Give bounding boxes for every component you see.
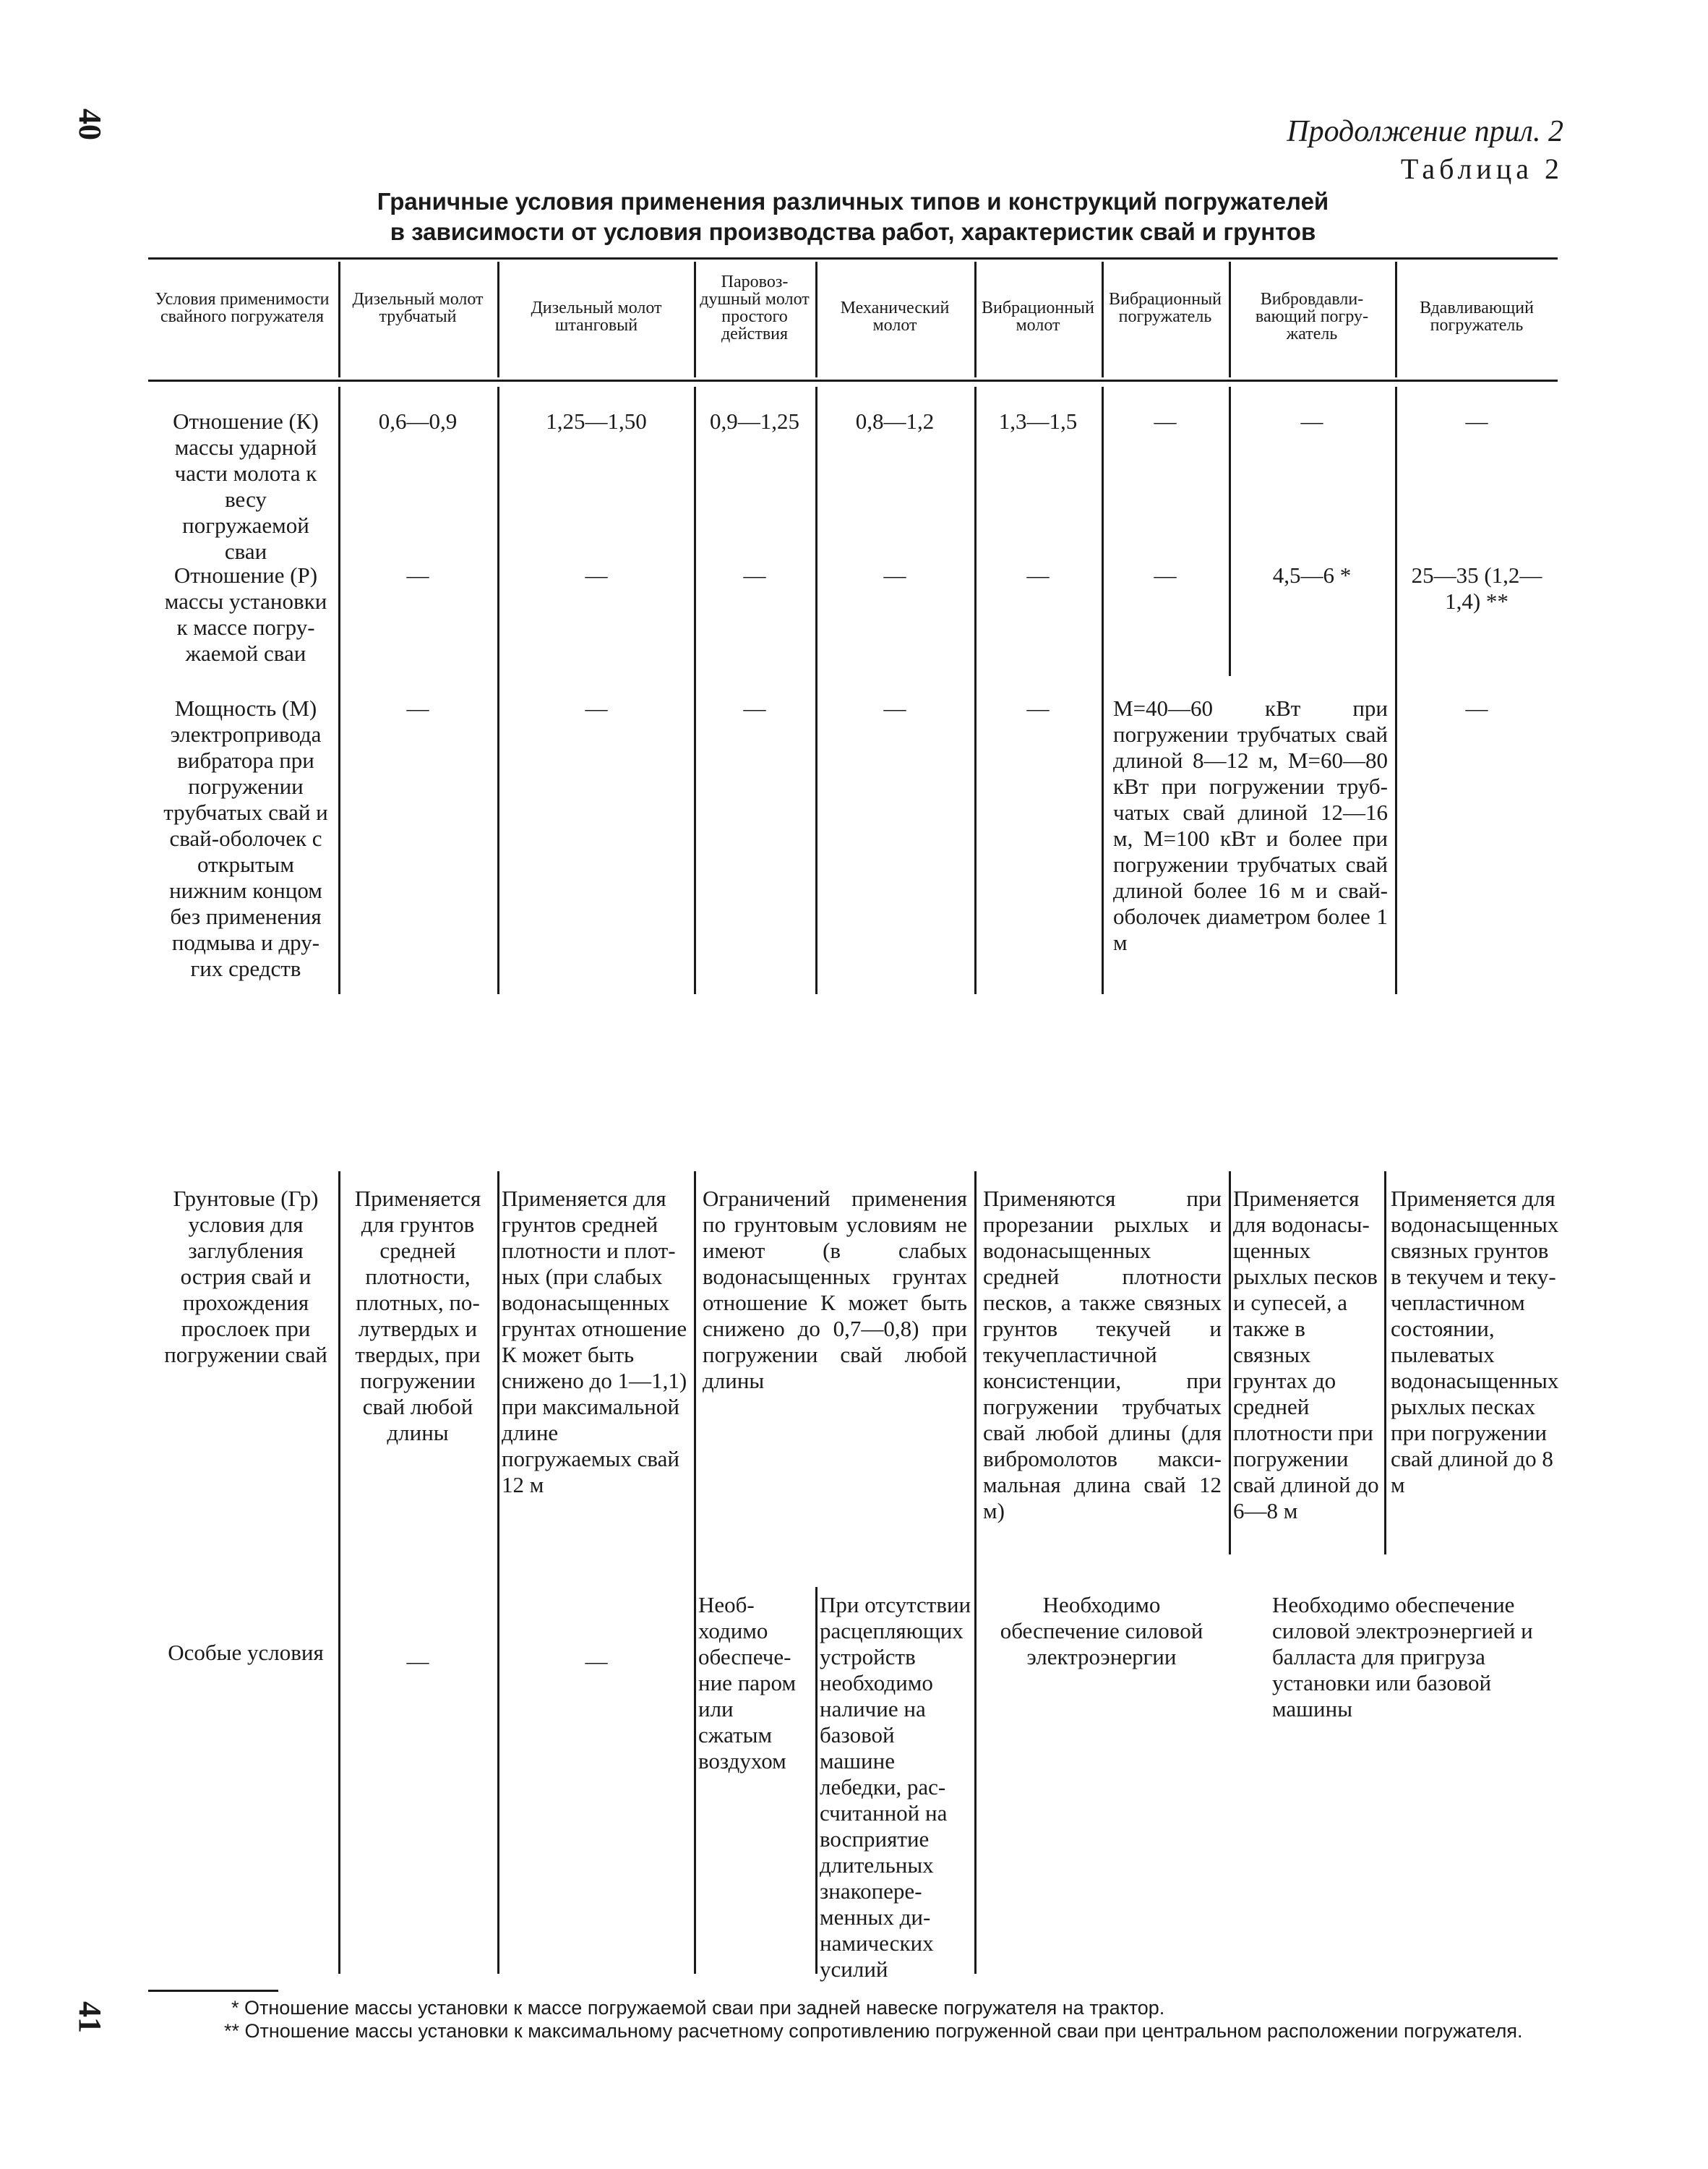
table-title-line-1: Граничные условия применения различных типов и конструкций погружателей <box>377 188 1329 215</box>
row-m-value: — <box>406 696 429 721</box>
row-gr-label: Грунтовые (Гр) условия для заглубления острия свай и прохождения прослоек при погружении свай <box>164 1186 327 1367</box>
continuation-label: Продолжение прил. 2 <box>1287 115 1563 148</box>
column-divider <box>1384 1171 1386 1554</box>
row-special-label: Особые условия <box>168 1640 324 1665</box>
row-k-value: 0,9—1,25 <box>710 408 799 434</box>
header-diesel-rod: Дизельный молот штанговый <box>531 299 662 335</box>
table-label: Таблица 2 <box>1400 153 1563 185</box>
column-divider <box>1229 1171 1231 1554</box>
header-press: Вдавливающий погружатель <box>1420 299 1534 335</box>
row-m-label: Мощность (М) электропривода вибратора при погружении трубчатых свай и свай-оболочек с открытым нижним концом без применения подмыва и других средств <box>163 696 328 981</box>
row-special-mechanical: При отсутствии расцепляющих устройств необходимо наличие на базовой машине лебедки, рассчитанной на восприятие длительных знакопеременных динамических усилий <box>820 1592 971 1982</box>
row-k-value: — <box>1465 408 1488 434</box>
column-divider <box>694 1171 696 1974</box>
row-special-diesel-tubular: — <box>406 1648 429 1674</box>
column-divider <box>1395 387 1397 994</box>
page-number-bottom: 41 <box>72 2001 108 2033</box>
row-k-value: — <box>1154 408 1177 434</box>
row-gr-diesel-tubular: Применяется для грунтов средней плотности, плотных, полутвердых и твердых, при погружении свай любой длины <box>354 1186 481 1445</box>
header-divider <box>1395 262 1397 377</box>
column-divider <box>815 1587 817 1974</box>
header-divider <box>1102 262 1104 377</box>
row-p-value: 4,5—6 * <box>1272 562 1352 588</box>
row-k-value: 0,8—1,2 <box>855 408 935 434</box>
row-k-label: Отношение (К) массы ударной части молота к весу погружаемой сваи <box>173 408 319 564</box>
header-vibro-hammer: Вибрационный молот <box>981 299 1095 335</box>
header-divider <box>338 262 340 377</box>
row-special-steam: Необходимо обеспечение паром или сжатым воздухом <box>698 1592 797 1774</box>
row-m-value: — <box>1026 696 1050 721</box>
row-p-value: — <box>1154 562 1177 588</box>
header-divider <box>974 262 977 377</box>
row-k-value: — <box>1300 408 1323 434</box>
footnote-2: ** Отношение массы установки к максимальному расчетному сопротивлению погруженной сваи при центральном расположении погружателя. <box>224 2020 1523 2042</box>
header-vibro-press: Вибровдавливающий погружатель <box>1255 290 1369 343</box>
row-special-vibro-group: Необходимо обеспечение силовой электроэнергией и балласта для пригруза установки или базовой машины <box>1272 1592 1533 1721</box>
column-divider <box>974 387 977 994</box>
header-conditions: Условия применимости свайного погружателя <box>155 290 330 326</box>
row-m-value: — <box>585 696 608 721</box>
header-mechanical: Механический молот <box>840 299 950 335</box>
column-divider <box>694 387 696 994</box>
row-special-vibro: Необходимо обеспечение силовой электроэнергии <box>1000 1592 1203 1669</box>
header-divider <box>497 262 499 377</box>
row-p-label: Отношение (Р) массы установки к массе погружаемой сваи <box>164 562 327 666</box>
row-gr-steam-mechanical: Ограничений применения по грунтовым условиям не имеют (в слабых водонасыщенных грунтах отношение К может быть снижено до 0,7—0,8) при погружении свай любой длины <box>703 1186 967 1393</box>
table-title-line-2: в зависимости от условия производства работ, характеристик свай и грунтов <box>390 218 1316 245</box>
row-m-value: — <box>743 696 766 721</box>
header-steam-air: Паровоздушный молот простого действия <box>700 273 810 343</box>
row-p-value: — <box>743 562 766 588</box>
table-top-rule <box>148 257 1558 260</box>
row-m-value: — <box>1465 696 1488 721</box>
header-divider <box>1229 262 1231 377</box>
row-k-value: 0,6—0,9 <box>378 408 458 434</box>
row-p-value: 25—35 (1,2—1,4) ** <box>1411 562 1542 614</box>
row-gr-press: Применяется для водонасыщенных связных грунтов в текучем и текучепластичном состоянии, пылеватых водонасыщенных рыхлых песках при погружении свай длиной до 8 м <box>1391 1186 1559 1497</box>
row-m-vibro-merged: М=40—60 кВт при погружении трубчатых свай длиной 8—12 м, М=60—80 кВт при погружении трубчатых свай длиной 12—16 м, М=100 кВт и более при погружении трубчатых свай длиной более 16 м и свай-оболочек диаметром более 1 м <box>1113 696 1388 955</box>
column-divider <box>1102 387 1104 994</box>
row-p-value: — <box>406 562 429 588</box>
row-p-value: — <box>883 562 906 588</box>
column-divider <box>1229 387 1231 676</box>
column-divider <box>974 1171 977 1974</box>
header-divider <box>815 262 817 377</box>
row-gr-vibro: Применяются при прорезании рыхлых и водонасыщенных средней плотности песков, а также связных грунтов текучей и текучепластичной консистенции, при погружении трубчатых свай любой длины (для вибромолотов максимальная длина свай 12 м) <box>983 1186 1222 1523</box>
row-k-value: 1,25—1,50 <box>546 408 647 434</box>
column-divider <box>497 387 499 994</box>
column-divider <box>497 1171 499 1974</box>
column-divider <box>338 387 340 994</box>
header-diesel-tubular: Дизельный молот трубчатый <box>352 290 484 326</box>
row-special-diesel-rod: — <box>585 1648 608 1674</box>
header-vibro-driver: Вибрационный погружатель <box>1108 290 1222 326</box>
row-m-value: — <box>883 696 906 721</box>
row-gr-diesel-rod: Применяется для грунтов средней плотности и плотных (при слабых водонасыщенных грунтах отношение К может быть снижено до 1—1,1) при максимальной длине погружаемых свай 12 м <box>502 1186 687 1497</box>
page-number-top: 40 <box>72 108 108 140</box>
column-divider <box>338 1171 340 1974</box>
header-bottom-rule <box>148 380 1558 382</box>
footnote-rule <box>148 1990 278 1992</box>
row-p-value: — <box>1026 562 1050 588</box>
header-divider <box>694 262 696 377</box>
footnote-1: * Отношение массы установки к массе погружаемой сваи при задней навеске погружателя на трактор. <box>231 1997 1165 2019</box>
row-gr-vibro-press: Применяется для водонасыщенных рыхлых песков и супесей, а также в связных грунтах до средней плотности при погружении свай длиной до 6—8 м <box>1233 1186 1379 1523</box>
row-k-value: 1,3—1,5 <box>998 408 1078 434</box>
row-p-value: — <box>585 562 608 588</box>
column-divider <box>815 387 817 994</box>
